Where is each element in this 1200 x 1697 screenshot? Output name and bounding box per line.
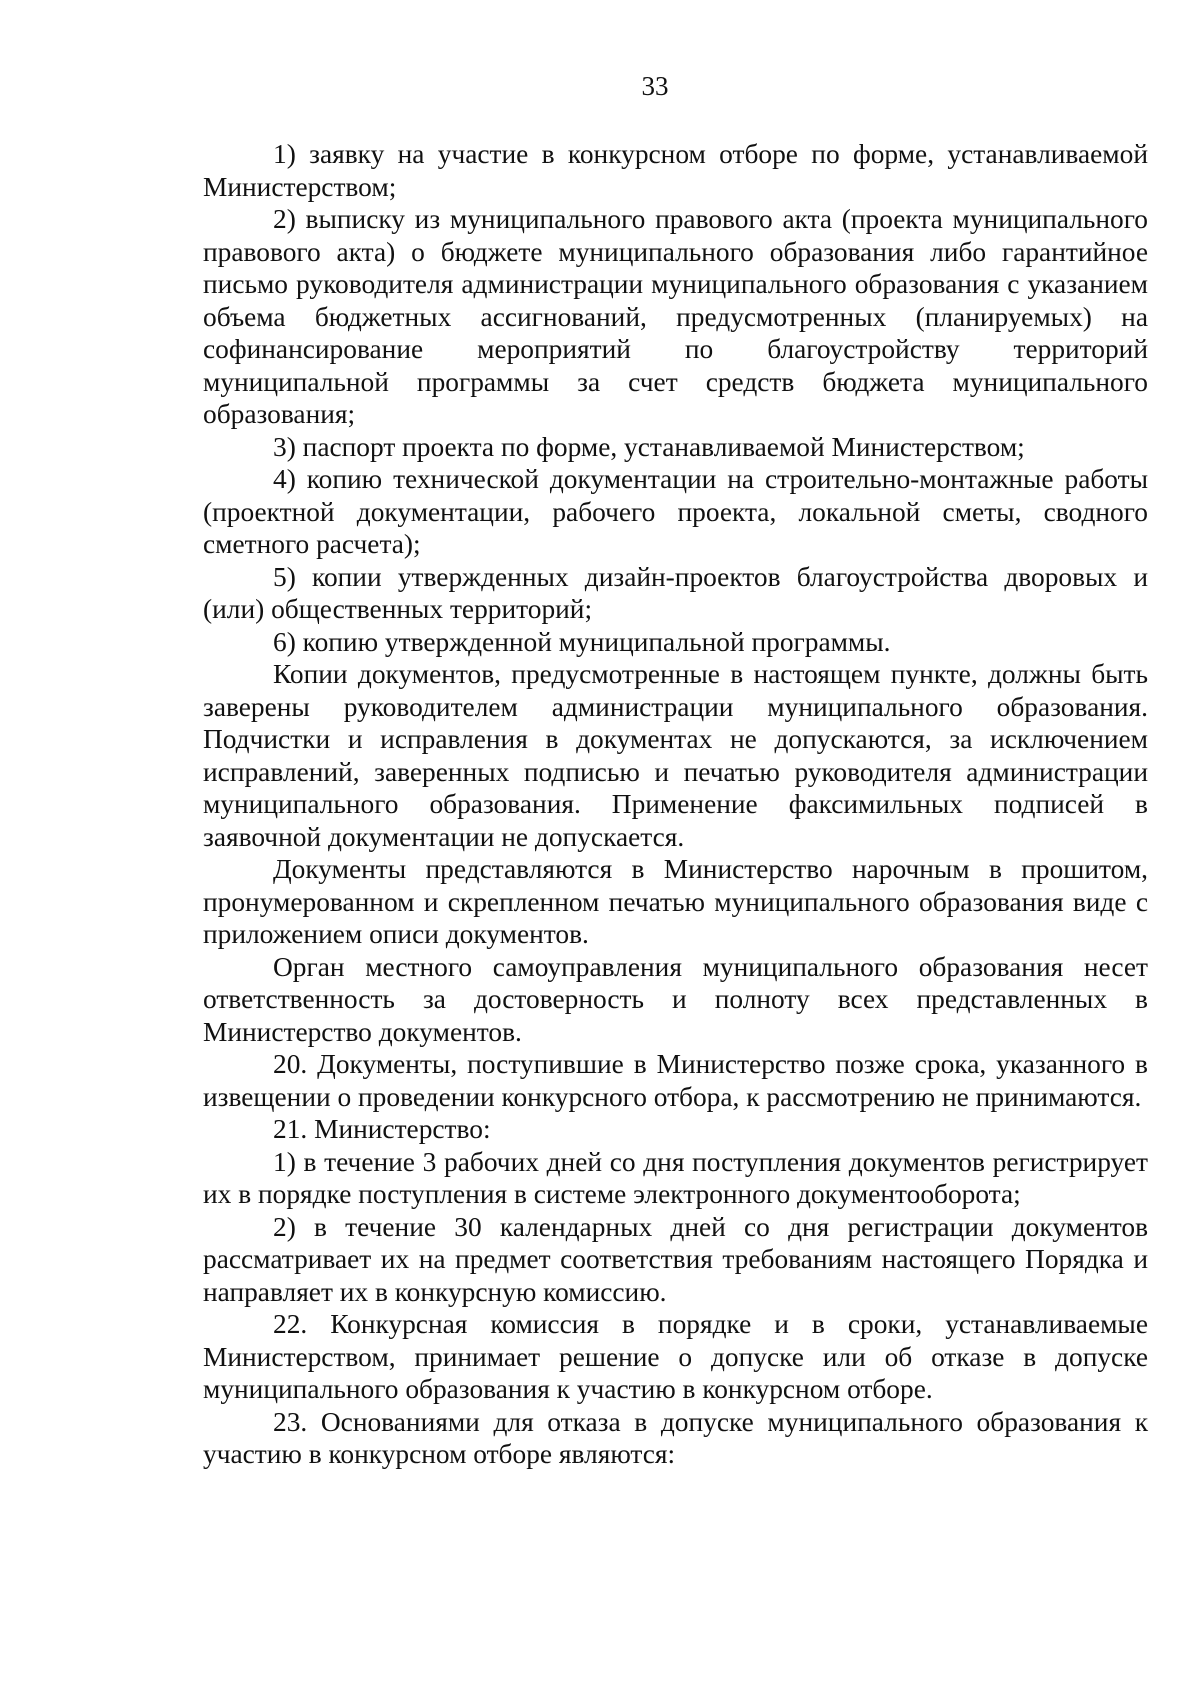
- paragraph: 22. Конкурсная комиссия в порядке и в сроки, устанавливаемые Министерством, принимает решение о допуске или об отказе в допуске муниципального образования к участию в конкурсном отборе.: [203, 1309, 1148, 1404]
- paragraph: Копии документов, предусмотренные в настоящем пункте, должны быть заверены руководителем администрации муниципального образования. Подчистки и исправления в документах не допускаются, за исключением исправлений, заверенных подписью и печатью руководителя администрации муниципального образования. Применение факсимильных подписей в заявочной документации не допускается.: [203, 659, 1148, 852]
- paragraph: 2) выписку из муниципального правового акта (проекта муниципального правового акта) о бюджете муниципального образования либо гарантийное письмо руководителя администрации муниципального образования с указанием объема бюджетных ассигнований, предусмотренных (планируемых) на софинансирование мероприятий по благоустройству территорий муниципальной программы за счет средств бюджета муниципального образования;: [203, 204, 1148, 429]
- page-number: 33: [641, 71, 669, 101]
- paragraph: 3) паспорт проекта по форме, устанавливаемой Министерством;: [273, 431, 1025, 462]
- paragraph: 1) в течение 3 рабочих дней со дня поступления документов регистрирует их в порядке поступления в системе электронного документооборота;: [203, 1146, 1148, 1209]
- paragraph: Орган местного самоуправления муниципального образования несет ответственность за достоверность и полноту всех представленных в Министерство документов.: [203, 951, 1148, 1047]
- paragraph: 6) копию утвержденной муниципальной программы.: [273, 626, 891, 657]
- paragraph: 2) в течение 30 календарных дней со дня регистрации документов рассматривает их на предмет соответствия требованиям настоящего Порядка и направляет их в конкурсную комиссию.: [203, 1211, 1148, 1307]
- paragraph: 5) копии утвержденных дизайн-проектов благоустройства дворовых и (или) общественных территорий;: [203, 561, 1148, 624]
- paragraph: 4) копию технической документации на строительно-монтажные работы (проектной документации, рабочего проекта, локальной сметы, сводного сметного расчета);: [203, 464, 1148, 559]
- paragraph: 21. Министерство:: [273, 1114, 491, 1144]
- paragraph: Документы представляются в Министерство нарочным в прошитом, пронумерованном и скрепленном печатью муниципального образования виде с приложением описи документов.: [203, 854, 1148, 949]
- document-body: [203, 138, 1148, 1471]
- paragraph: 20. Документы, поступившие в Министерство позже срока, указанного в извещении о проведении конкурсного отбора, к рассмотрению не принимаются.: [203, 1049, 1148, 1112]
- paragraph: 1) заявку на участие в конкурсном отборе по форме, устанавливаемой Министерством;: [203, 139, 1148, 202]
- paragraph: 23. Основаниями для отказа в допуске муниципального образования к участию в конкурсном отборе являются:: [203, 1406, 1148, 1469]
